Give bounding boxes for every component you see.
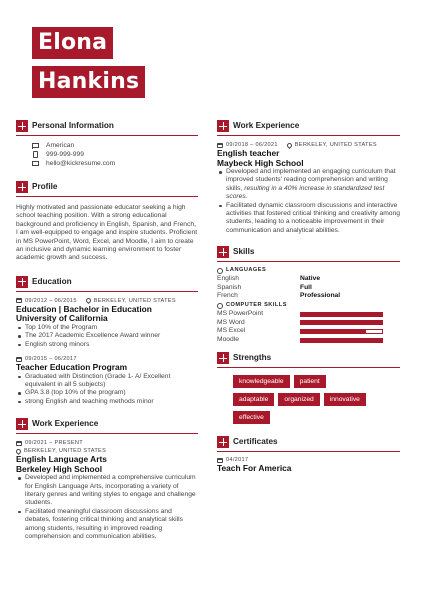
certificates-header bbox=[217, 436, 400, 452]
skill-name: Moodle bbox=[217, 335, 239, 343]
section-title: Personal Information bbox=[32, 121, 114, 130]
phone-row bbox=[30, 150, 198, 159]
skill-row bbox=[217, 319, 400, 328]
skill-name: MS Word bbox=[217, 318, 245, 326]
certificate-name: Teach For America bbox=[217, 463, 292, 474]
language-row bbox=[217, 284, 400, 293]
entry-location: BERKELEY, UNITED STATES bbox=[24, 448, 107, 455]
list-item: Top 10% of the Program bbox=[16, 324, 198, 332]
entry-dates: 09/2012 – 06/2015 bbox=[25, 297, 77, 304]
section-title: Work Experience bbox=[32, 419, 99, 429]
list-item: strong English and teaching methods minor bbox=[16, 398, 198, 406]
skill-row bbox=[217, 336, 400, 345]
skill-name: MS Excel bbox=[217, 327, 246, 335]
computer-icon bbox=[217, 303, 223, 309]
entry-meta bbox=[16, 439, 198, 447]
section-title: Skills bbox=[233, 247, 255, 257]
calendar-icon bbox=[217, 143, 223, 148]
language-name: English bbox=[217, 275, 239, 283]
plus-icon bbox=[217, 352, 229, 364]
skill-row bbox=[217, 310, 400, 319]
personal-info-header bbox=[16, 120, 198, 136]
globe-icon bbox=[217, 268, 223, 274]
skill-bar bbox=[300, 338, 383, 343]
plus-icon bbox=[16, 276, 28, 288]
strength-tag: innovative bbox=[324, 393, 366, 406]
list-item bbox=[217, 168, 400, 202]
work-experience-header bbox=[16, 418, 198, 434]
mail-icon bbox=[32, 161, 39, 166]
entry-dates: 09/2021 – PRESENT bbox=[25, 440, 83, 447]
language-row bbox=[217, 292, 400, 301]
language-row bbox=[217, 275, 400, 284]
calendar-icon bbox=[217, 458, 223, 463]
section-title: Strengths bbox=[233, 353, 272, 363]
nationality-row bbox=[30, 141, 198, 150]
strengths-header bbox=[217, 352, 400, 368]
skills-body bbox=[217, 266, 400, 344]
school: University of California bbox=[16, 313, 108, 324]
company: Berkeley High School bbox=[16, 463, 103, 474]
left-column bbox=[16, 120, 198, 541]
language-level: Native bbox=[300, 275, 321, 283]
skills-header bbox=[217, 246, 400, 262]
right-column bbox=[217, 120, 400, 474]
computer-skills-subheader bbox=[217, 301, 400, 310]
degree: Teacher Education Program bbox=[16, 362, 128, 373]
plus-icon bbox=[217, 246, 229, 258]
job-title: English Language Arts bbox=[16, 454, 107, 465]
calendar-icon bbox=[16, 357, 22, 362]
certificate-entry bbox=[217, 456, 400, 474]
job-title: English teacher bbox=[217, 148, 280, 158]
language-name: Spanish bbox=[217, 283, 242, 291]
calendar-icon bbox=[16, 441, 22, 446]
skill-bar-fill bbox=[301, 321, 382, 324]
skill-bar-fill bbox=[301, 339, 382, 342]
education-bullets bbox=[16, 373, 198, 407]
education-header bbox=[16, 276, 198, 292]
phone: 999-999-999 bbox=[46, 151, 84, 158]
phone-icon bbox=[33, 151, 38, 158]
plus-icon bbox=[16, 120, 28, 132]
flag-icon bbox=[32, 143, 38, 149]
work-entry bbox=[16, 439, 198, 541]
skill-bar-fill bbox=[301, 330, 366, 333]
language-name: French bbox=[217, 292, 238, 300]
strength-tag: effective bbox=[233, 411, 270, 424]
entry-dates: 09/2018 – 06/2021 bbox=[226, 142, 278, 148]
plus-icon bbox=[217, 436, 229, 448]
strength-tag: organized bbox=[278, 393, 319, 406]
strength-tags bbox=[217, 375, 367, 424]
bullet-text: Developed and implemented an engaging curriculum that improved students' reading comprehension and writing skills, bbox=[226, 168, 396, 192]
last-name: Hankins bbox=[32, 66, 145, 98]
education-entry-2 bbox=[16, 355, 198, 406]
personal-info bbox=[30, 141, 198, 168]
nationality: American bbox=[46, 142, 75, 149]
section-title: Education bbox=[32, 276, 72, 286]
location-pin-icon bbox=[286, 141, 293, 148]
computer-skills-label: COMPUTER SKILLS bbox=[226, 302, 287, 309]
education-entry-1 bbox=[16, 297, 198, 349]
list-item: English strong minors bbox=[16, 341, 198, 349]
skill-name: MS PowerPoint bbox=[217, 310, 264, 318]
email-row bbox=[30, 159, 198, 168]
certificate-date: 04/2017 bbox=[226, 457, 249, 464]
skill-bar bbox=[300, 312, 383, 317]
degree: Education | Bachelor in Education bbox=[16, 303, 152, 314]
profile-text: Highly motivated and passionate educator seeking a high school teaching position. With a strong educational background and proficiency in English, Spanish, and French, I am well-equipped to engage and inspire students. Proficient in MS PowerPoint, Word, Excel, and Moodle, I aim to create an inclusive and dynamic learning environment to foster academic growth and success. bbox=[16, 204, 198, 262]
languages-subheader bbox=[217, 266, 400, 275]
profile-header bbox=[16, 181, 198, 197]
list-item: The 2017 Academic Excellence Award winner bbox=[16, 332, 198, 340]
plus-icon bbox=[217, 120, 229, 132]
education-bullets bbox=[16, 324, 198, 349]
list-item: Graduated with Distinction (Grade 1- A/ Excellent equivalent in all 5 subjects) bbox=[16, 373, 198, 390]
work-bullets bbox=[16, 474, 198, 541]
skill-bar-fill bbox=[301, 313, 382, 316]
first-name: Elona bbox=[32, 27, 113, 59]
language-level: Professional bbox=[300, 292, 341, 300]
strength-tag: knowledgeable bbox=[233, 375, 290, 388]
list-item: Facilitated dynamic classroom discussions and interactive activities that fostered critical thinking and creativity among students, leading to a noticeable improvement in their communication and analytical abilities. bbox=[217, 202, 400, 236]
skill-bar bbox=[300, 320, 383, 325]
list-item: Developed and implemented a comprehensive curriculum for English Language Arts, incorporating a variety of literary genres and writing styles to engage and challenge students. bbox=[16, 474, 198, 508]
section-title: Profile bbox=[32, 182, 58, 191]
plus-icon bbox=[16, 181, 28, 193]
work-bullets bbox=[217, 168, 400, 235]
calendar-icon bbox=[16, 298, 22, 303]
section-title: Certificates bbox=[233, 437, 278, 447]
bullet-highlight: resulting in a 40% increase in standardized test scores. bbox=[226, 184, 385, 201]
strength-tag: patient bbox=[294, 375, 326, 388]
entry-location: BERKELEY, UNITED STATES bbox=[294, 142, 377, 148]
entry-location: BERKELEY, UNITED STATES bbox=[93, 297, 176, 304]
email[interactable]: hello@kickresume.com bbox=[46, 160, 116, 167]
entry-dates: 09/2015 – 06/2017 bbox=[25, 356, 77, 363]
work-entry bbox=[217, 141, 400, 235]
plus-icon bbox=[16, 418, 28, 430]
list-item: Facilitated meaningful classroom discussions and debates, fostering critical thinking and analytical skills among students, resulting in improved reading comprehension and communication abilities. bbox=[16, 508, 198, 542]
strength-tag: adaptable bbox=[233, 393, 274, 406]
section-title: Work Experience bbox=[233, 121, 300, 130]
languages-label: LANGUAGES bbox=[226, 267, 267, 274]
work-experience-header bbox=[217, 120, 400, 136]
language-level: Full bbox=[300, 283, 312, 291]
skill-row bbox=[217, 327, 400, 336]
skill-bar bbox=[300, 329, 383, 334]
company: Maybeck High School bbox=[217, 157, 304, 168]
list-item: GPA 3.8 (top 10% of the program) bbox=[16, 389, 198, 397]
